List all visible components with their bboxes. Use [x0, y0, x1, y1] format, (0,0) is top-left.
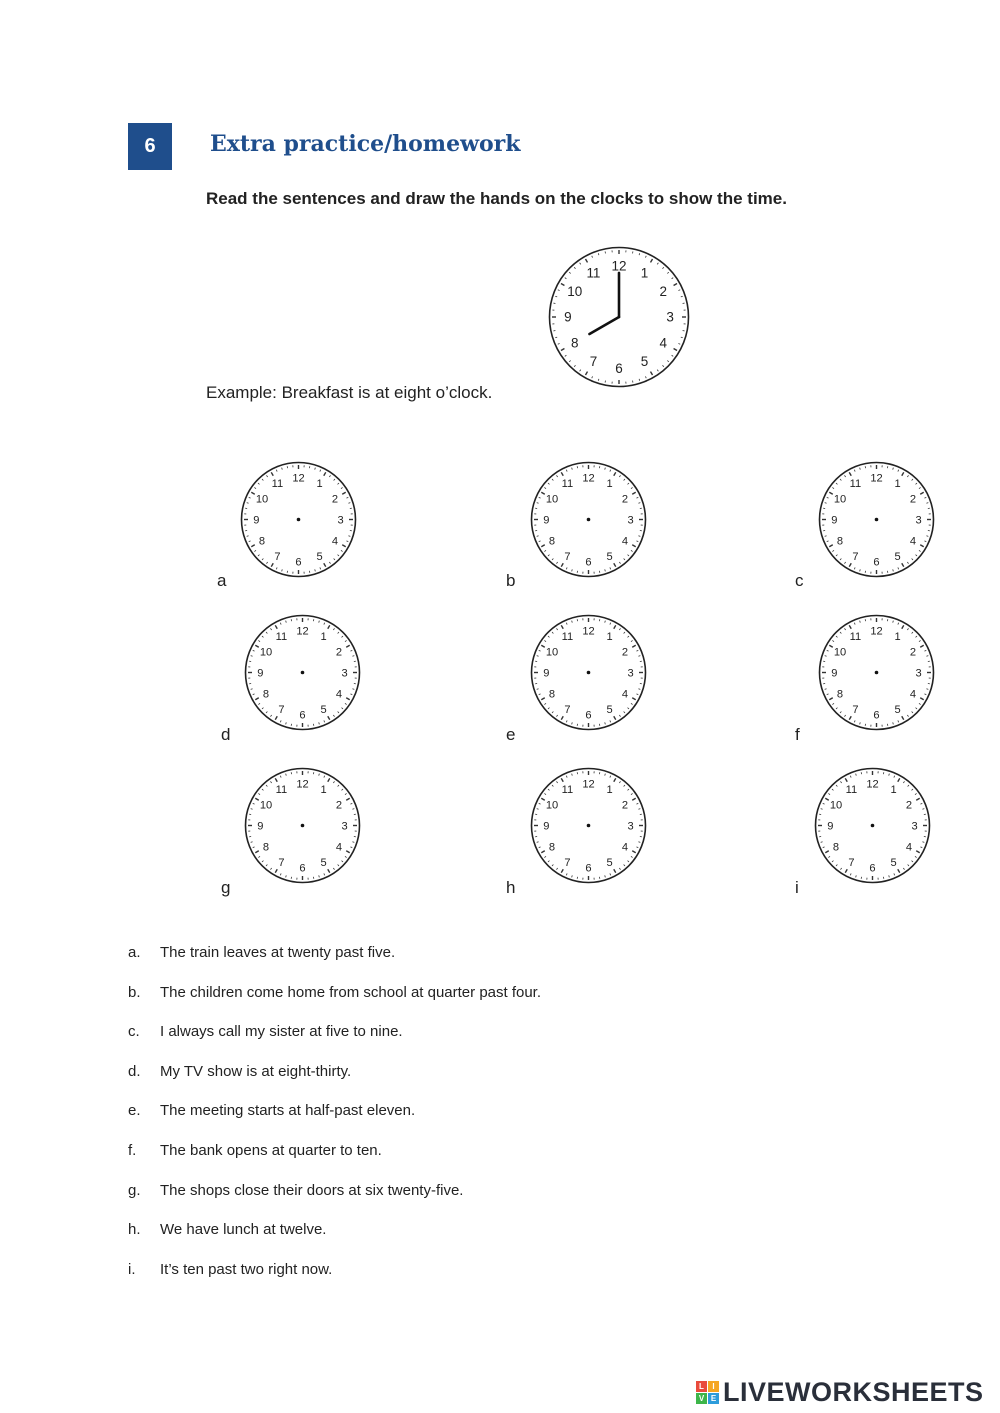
logo-text: LIVEWORKSHEETS — [723, 1377, 984, 1407]
clock-number: 12 — [582, 625, 595, 638]
clock-number: 2 — [621, 646, 629, 659]
logo-block-i: I — [708, 1381, 719, 1392]
clock-number: 6 — [869, 862, 876, 875]
clock-number: 7 — [274, 550, 281, 563]
clock-number: 9 — [257, 820, 264, 833]
clock-number: 3 — [627, 667, 634, 680]
clock-number: 12 — [296, 778, 309, 791]
liveworksheets-logo — [696, 1377, 984, 1408]
clock-number: 8 — [262, 688, 270, 701]
example-text: Example: Breakfast is at eight o’clock. — [206, 383, 493, 402]
clock-number: 4 — [659, 335, 668, 351]
clock-number: 4 — [621, 535, 629, 548]
clock-number: 5 — [606, 856, 613, 869]
sentence-item — [128, 1102, 541, 1142]
clock-number: 1 — [606, 477, 613, 490]
clock-number: 9 — [253, 514, 260, 527]
clock-number: 8 — [258, 535, 266, 548]
clock-number: 11 — [561, 477, 574, 490]
clock-number: 2 — [335, 646, 343, 659]
sentence-text: The meeting starts at half-past eleven. — [160, 1102, 416, 1120]
clock-number: 9 — [543, 514, 550, 527]
clock-number: 6 — [585, 709, 592, 722]
sentence-text: The children come home from school at quarter past four. — [160, 983, 542, 1001]
clock-number: 4 — [621, 688, 629, 701]
clock-number: 3 — [341, 820, 348, 833]
clock-label-d: d — [221, 725, 231, 744]
sentence-label: c. — [128, 1023, 140, 1041]
clock-number: 5 — [320, 703, 327, 716]
clock-number: 2 — [331, 493, 339, 506]
clock-center-dot — [587, 671, 591, 675]
clock-number: 6 — [873, 709, 880, 722]
sentence-label: g. — [128, 1181, 141, 1199]
clock-face — [818, 614, 935, 731]
sentence-label: b. — [128, 983, 141, 1001]
clock-number: 1 — [640, 265, 649, 281]
clock-center-dot — [875, 518, 879, 522]
clock-label-g: g — [221, 878, 231, 897]
clock-number: 10 — [259, 799, 273, 812]
clock-label-b: b — [506, 571, 516, 590]
clock-number: 1 — [894, 630, 901, 643]
clock-e[interactable] — [530, 614, 647, 731]
clock-number: 7 — [278, 856, 285, 869]
clock-center-dot — [301, 824, 305, 828]
clock-number: 3 — [915, 667, 922, 680]
clock-number: 8 — [836, 688, 844, 701]
clock-center-dot — [875, 671, 879, 675]
clock-number: 7 — [852, 703, 859, 716]
clock-number: 11 — [845, 783, 858, 796]
clock-label-a: a — [217, 571, 227, 590]
sentence-label: d. — [128, 1062, 141, 1080]
clock-number: 10 — [833, 646, 847, 659]
sentence-item — [128, 1023, 541, 1063]
sentence-item — [128, 984, 541, 1024]
clock-number: 8 — [836, 535, 844, 548]
clock-number: 5 — [894, 550, 901, 563]
clock-number: 6 — [295, 556, 302, 569]
clock-number: 11 — [849, 477, 862, 490]
clock-number: 5 — [316, 550, 323, 563]
clock-number: 4 — [909, 688, 917, 701]
clock-number: 8 — [262, 841, 270, 854]
clock-number: 11 — [271, 477, 284, 490]
clock-number: 11 — [586, 265, 601, 281]
clock-number: 5 — [606, 550, 613, 563]
clock-face — [240, 461, 357, 578]
sentence-text: My TV show is at eight-thirty. — [160, 1062, 352, 1080]
clock-number: 4 — [331, 535, 339, 548]
clock-number: 9 — [543, 667, 550, 680]
clock-number: 10 — [567, 284, 583, 300]
clock-number: 5 — [890, 856, 897, 869]
clock-center-dot — [297, 518, 301, 522]
sentence-list — [128, 944, 541, 1300]
clock-number: 7 — [278, 703, 285, 716]
clock-number: 6 — [299, 709, 306, 722]
clock-number: 3 — [911, 820, 918, 833]
clock-center-dot — [871, 824, 875, 828]
clock-number: 3 — [627, 820, 634, 833]
clock-number: 8 — [548, 535, 556, 548]
clock-face — [530, 461, 647, 578]
clock-number: 7 — [852, 550, 859, 563]
clock-number: 11 — [561, 783, 574, 796]
clock-number: 10 — [545, 493, 559, 506]
clock-center-dot — [587, 518, 591, 522]
clock-label-c: c — [795, 571, 804, 590]
clock-face — [814, 767, 931, 884]
sentence-label: h. — [128, 1221, 141, 1239]
clock-number: 4 — [905, 841, 913, 854]
clock-number: 10 — [259, 646, 273, 659]
clock-number: 4 — [335, 688, 343, 701]
clock-number: 6 — [585, 862, 592, 875]
clock-number: 7 — [564, 856, 571, 869]
clock-label-h: h — [506, 878, 516, 897]
clock-face — [818, 461, 935, 578]
clock-number: 3 — [341, 667, 348, 680]
clock-face — [244, 614, 361, 731]
sentence-label: e. — [128, 1102, 141, 1120]
clock-number: 7 — [848, 856, 855, 869]
clock-number: 2 — [905, 799, 913, 812]
clock-number: 1 — [316, 477, 323, 490]
clock-number: 6 — [299, 862, 306, 875]
clock-number: 2 — [335, 799, 343, 812]
logo-block-e: E — [708, 1393, 719, 1404]
clock-number: 12 — [292, 472, 305, 485]
clock-number: 11 — [561, 630, 574, 643]
clock-number: 1 — [320, 630, 327, 643]
clock-number: 8 — [548, 688, 556, 701]
section-number: 6 — [128, 123, 172, 170]
clock-number: 3 — [627, 514, 634, 527]
clock-number: 3 — [337, 514, 344, 527]
clock-h[interactable] — [530, 767, 647, 884]
sentence-item — [128, 944, 541, 984]
instruction-text: Read the sentences and draw the hands on the clocks to show the time. — [206, 189, 787, 208]
clock-number: 10 — [545, 646, 559, 659]
clock-f[interactable] — [818, 614, 935, 731]
clock-number: 5 — [894, 703, 901, 716]
clock-number: 1 — [894, 477, 901, 490]
clock-d[interactable] — [244, 614, 361, 731]
sentence-item — [128, 1063, 541, 1103]
clock-b[interactable] — [530, 461, 647, 578]
clock-number: 12 — [582, 778, 595, 791]
clock-label-e: e — [506, 725, 516, 744]
sentence-item — [128, 1182, 541, 1222]
clock-i[interactable] — [814, 767, 931, 884]
clock-number: 8 — [832, 841, 840, 854]
clock-number: 12 — [296, 625, 309, 638]
clock-number: 7 — [564, 550, 571, 563]
clock-number: 10 — [833, 493, 847, 506]
clock-number: 4 — [909, 535, 917, 548]
clock-number: 9 — [827, 820, 834, 833]
sentence-item — [128, 1142, 541, 1182]
clock-number: 5 — [606, 703, 613, 716]
sentence-text: The bank opens at quarter to ten. — [160, 1141, 382, 1159]
clock-number: 12 — [611, 258, 627, 274]
clock-number: 1 — [890, 783, 897, 796]
clock-number: 1 — [320, 783, 327, 796]
clock-label-f: f — [795, 725, 800, 744]
clock-number: 12 — [866, 778, 879, 791]
clock-number: 6 — [615, 360, 623, 376]
clock-number: 3 — [915, 514, 922, 527]
clock-number: 1 — [606, 630, 613, 643]
clock-number: 11 — [275, 630, 288, 643]
clock-number: 5 — [320, 856, 327, 869]
logo-block-l: L — [696, 1381, 707, 1392]
sentence-text: It’s ten past two right now. — [160, 1260, 333, 1278]
clock-face — [548, 246, 690, 388]
clock-number: 10 — [545, 799, 559, 812]
clock-number: 9 — [831, 514, 838, 527]
sentence-item — [128, 1221, 541, 1261]
clock-number: 12 — [582, 472, 595, 485]
clock-number: 8 — [570, 335, 579, 351]
clock-center-dot — [587, 824, 591, 828]
clock-face — [244, 767, 361, 884]
clock-number: 2 — [909, 646, 917, 659]
clock-number: 2 — [621, 493, 629, 506]
clock-number: 9 — [564, 309, 572, 325]
clock-number: 10 — [829, 799, 843, 812]
clock-a[interactable] — [240, 461, 357, 578]
clock-c[interactable] — [818, 461, 935, 578]
clock-number: 3 — [666, 309, 674, 325]
clock-number: 7 — [589, 353, 598, 369]
sentence-label: f. — [128, 1141, 137, 1159]
section-title: Extra practice/homework — [210, 131, 521, 157]
clock-center-dot — [301, 671, 305, 675]
logo-block-v: V — [696, 1393, 707, 1404]
clock-number: 6 — [585, 556, 592, 569]
clock-number: 10 — [255, 493, 269, 506]
clock-number: 4 — [335, 841, 343, 854]
clock-number: 1 — [606, 783, 613, 796]
sentence-text: The train leaves at twenty past five. — [160, 944, 396, 961]
clock-number: 11 — [849, 630, 862, 643]
sentence-label: a. — [128, 944, 141, 961]
sentence-text: We have lunch at twelve. — [160, 1221, 327, 1239]
clock-face — [530, 614, 647, 731]
clock-number: 8 — [548, 841, 556, 854]
clock-g[interactable] — [244, 767, 361, 884]
clock-number: 7 — [564, 703, 571, 716]
clock-number: 9 — [543, 820, 550, 833]
sentence-text: I always call my sister at five to nine. — [160, 1023, 403, 1041]
clock-number: 5 — [640, 353, 649, 369]
example-clock — [548, 246, 690, 388]
sentence-text: The shops close their doors at six twenty-five. — [160, 1181, 464, 1199]
logo-blocks-icon — [696, 1381, 719, 1404]
clock-number: 2 — [659, 284, 668, 300]
clock-number: 4 — [621, 841, 629, 854]
clock-number: 9 — [831, 667, 838, 680]
clock-face — [530, 767, 647, 884]
clock-number: 2 — [621, 799, 629, 812]
sentence-label: i. — [128, 1260, 136, 1278]
clock-number: 9 — [257, 667, 264, 680]
clock-number: 12 — [870, 625, 883, 638]
clock-number: 11 — [275, 783, 288, 796]
clock-number: 12 — [870, 472, 883, 485]
clock-label-i: i — [795, 878, 799, 897]
sentence-item — [128, 1261, 541, 1301]
clock-number: 2 — [909, 493, 917, 506]
clock-number: 6 — [873, 556, 880, 569]
